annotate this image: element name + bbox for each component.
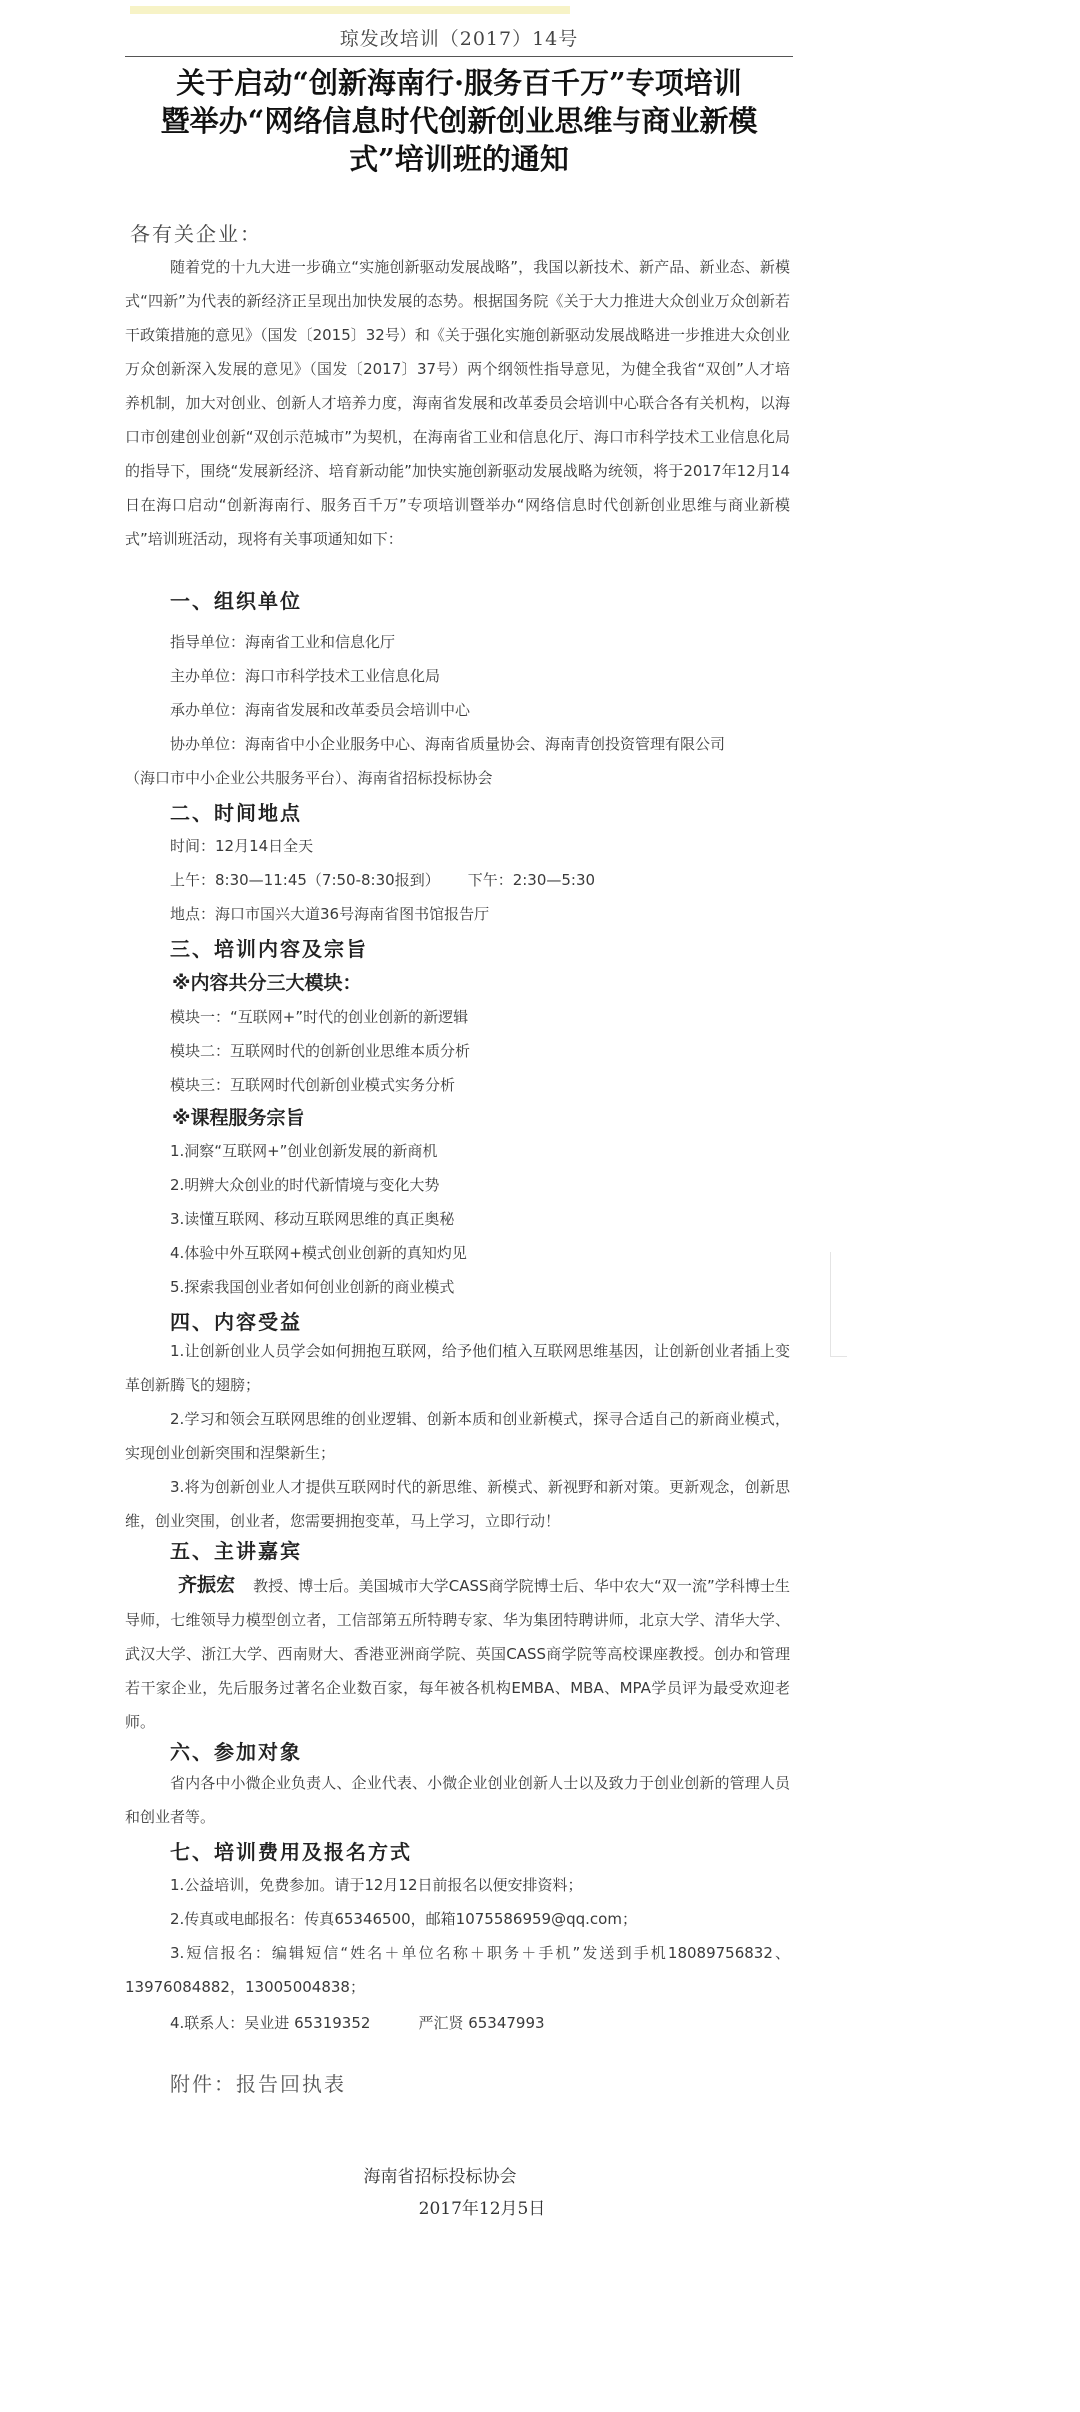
document-number: 琼发改培训（2017）14号 (339, 28, 579, 50)
benefit-item: 1.让创新创业人员学会如何拥抱互联网，给予他们植入互联网思维基因，让创新创业者插上变革创新腾飞的翅膀； (125, 1342, 790, 1394)
title-line: 式”培训班的通知 (349, 142, 569, 176)
registration-item: 3.短信报名：编辑短信“姓名＋单位名称＋职务＋手机”发送到手机18089756832、13976084882，13005004838； (125, 1944, 790, 1996)
top-highlight-bar (130, 6, 570, 14)
page-title (125, 64, 793, 178)
afternoon-session: 下午：2:30—5:30 (467, 871, 596, 889)
section-heading-audience: 六、参加对象 (170, 1740, 302, 1764)
guide-unit: 指导单位：海南省工业和信息化厅 (170, 633, 396, 651)
salutation: 各有关企业： (130, 222, 262, 246)
audience-text: 省内各中小微企业负责人、企业代表、小微企业创业创新人士以及致力于创业创新的管理人员和创业者等。 (125, 1774, 790, 1826)
speaker-name: 齐振宏 (178, 1574, 236, 1596)
co-organizer-unit-cont: （海口市中小企业公共服务平台）、海南省招标投标协会 (125, 769, 493, 787)
event-location: 地点：海口市国兴大道36号海南省图书馆报告厅 (170, 905, 490, 923)
aim-item: 3.读懂互联网、移动互联网思维的真正奥秘 (170, 1210, 455, 1228)
event-time: 时间：12月14日全天 (170, 837, 314, 855)
event-schedule (170, 869, 595, 890)
contact-person: 严汇贤 65347993 (418, 2014, 545, 2032)
registration-item: 2.传真或电邮报名：传真65346500，邮箱1075586959@qq.com； (170, 1910, 637, 1928)
module-item: 模块三：互联网时代创新创业模式实务分析 (170, 1076, 456, 1094)
host-unit: 主办单位：海口市科学技术工业信息化局 (170, 667, 441, 685)
contacts (170, 2012, 545, 2033)
title-line: 关于启动“创新海南行·服务百千万”专项培训 (176, 66, 742, 100)
signature-org: 海南省招标投标协会 (363, 2167, 517, 2187)
modules-heading: ※内容共分三大模块： (172, 972, 362, 994)
contact-person: 4.联系人：吴业进 65319352 (170, 2014, 371, 2032)
speaker-bio-text: 教授、博士后。美国城市大学CASS商学院博士后、华中农大“双一流”学科博士生导师，七维领导力模型创立者，工信部第五所特聘专家、华为集团特聘讲师，北京大学、清华大学、武汉大学、浙江大学、西南财大、香港亚洲商学院、英国CASS商学院等高校课座教授。创办和管理若干家企业，先后服务过著名企业数百家，每年被各机构EMBA、MBA、MPA学员评为最受欢迎老师。 (125, 1577, 790, 1731)
module-item: 模块二：互联网时代的创新创业思维本质分析 (170, 1042, 471, 1060)
section-heading-content: 三、培训内容及宗旨 (170, 937, 368, 961)
aims-heading: ※课程服务宗旨 (172, 1107, 305, 1129)
section-heading-organizers: 一、组织单位 (170, 589, 302, 613)
attachment-note: 附件：报告回执表 (170, 2072, 346, 2096)
benefit-item: 3.将为创新创业人才提供互联网时代的新思维、新模式、新视野和新对策。更新观念，创新思维，创业突围，创业者，您需要拥抱变革，马上学习，立即行动！ (125, 1478, 790, 1530)
organizer-unit: 承办单位：海南省发展和改革委员会培训中心 (170, 701, 471, 719)
title-line: 暨举办“网络信息时代创新创业思维与商业新模 (160, 104, 758, 138)
aim-item: 1.洞察“互联网+”创业创新发展的新商机 (170, 1142, 438, 1160)
aim-item: 5.探索我国创业者如何创业创新的商业模式 (170, 1278, 455, 1296)
morning-session: 上午：8:30—11:45（7:50-8:30报到） (170, 871, 440, 889)
speaker-bio (125, 1568, 790, 1739)
section-heading-registration: 七、培训费用及报名方式 (170, 1840, 412, 1864)
registration-item: 1.公益培训，免费参加。请于12月12日前报名以便安排资料； (170, 1876, 583, 1894)
section-heading-time-place: 二、时间地点 (170, 801, 302, 825)
intro-paragraph: 随着党的十九大进一步确立“实施创新驱动发展战略”，我国以新技术、新产品、新业态、新模式“四新”为代表的新经济正呈现出加快发展的态势。根据国务院《关于大力推进大众创业万众创新若干政策措施的意见》（国发〔2015〕32号）和《关于强化实施创新驱动发展战略进一步推进大众创业万众创新深入发展的意见》（国发〔2017〕37号）两个纲领性指导意见，为健全我省“双创”人才培养机制，加大对创业、创新人才培养力度，海南省发展和改革委员会培训中心联合各有关机构，以海口市创建创业创新“双创示范城市”为契机，在海南省工业和信息化厅、海口市科学技术工业信息化局的指导下，围绕“发展新经济、培育新动能”加快实施创新驱动发展战略为统领，将于2017年12月14日在海口启动“创新海南行、服务百千万”专项培训暨举办“网络信息时代创新创业思维与商业新模式”培训班活动，现将有关事项通知如下： (125, 258, 790, 548)
module-item: 模块一：“互联网+”时代的创业创新的新逻辑 (170, 1008, 469, 1026)
co-organizer-unit: 协办单位：海南省中小企业服务中心、海南省质量协会、海南青创投资管理有限公司 (170, 735, 726, 753)
margin-mark (830, 1252, 847, 1357)
signature-date: 2017年12月5日 (418, 2199, 546, 2219)
section-heading-speaker: 五、主讲嘉宾 (170, 1539, 302, 1563)
header-rule (125, 56, 793, 57)
benefit-item: 2.学习和领会互联网思维的创业逻辑、创新本质和创业新模式，探寻合适自己的新商业模式，实现创业创新突围和涅槃新生； (125, 1410, 790, 1462)
aim-item: 4.体验中外互联网+模式创业创新的真知灼见 (170, 1244, 467, 1262)
section-heading-benefits: 四、内容受益 (170, 1310, 302, 1334)
aim-item: 2.明辨大众创业的时代新情境与变化大势 (170, 1176, 440, 1194)
